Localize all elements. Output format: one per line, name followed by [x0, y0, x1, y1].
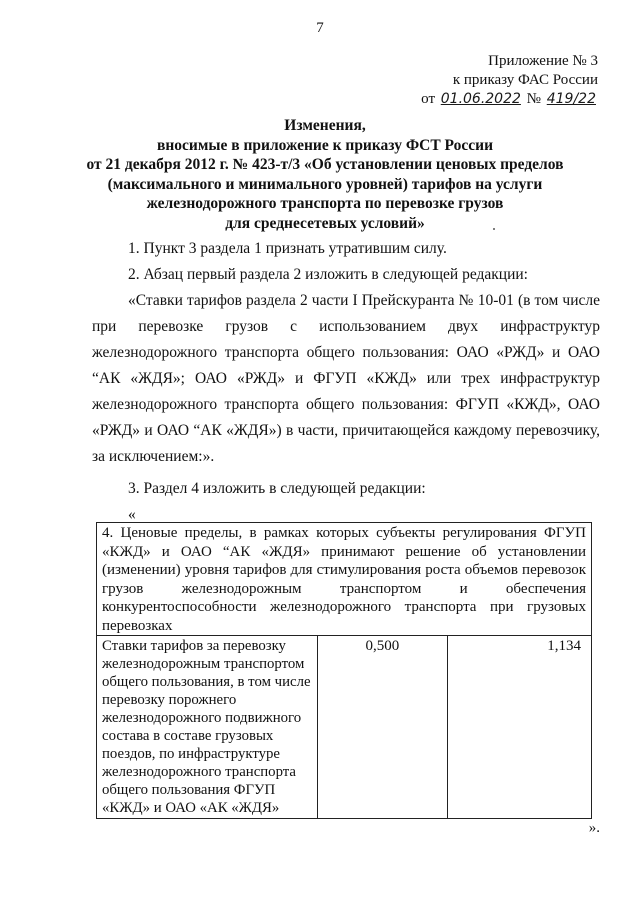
closing-quote: ».: [588, 820, 600, 836]
heading-line: (максимального и минимального уровней) тарифов на услуги: [107, 175, 543, 193]
appendix-block: [421, 52, 598, 109]
appendix-title: Приложение № 3: [488, 53, 598, 69]
appendix-order-reference: к приказу ФАС России: [452, 72, 598, 88]
document-heading: [60, 116, 590, 233]
number-prefix: №: [526, 91, 541, 107]
heading-line: от 21 декабря 2012 г. № 423-т/3 «Об установлении ценовых пределов: [86, 156, 564, 173]
scan-speck: [493, 228, 495, 230]
table-header-cell: 4. Ценовые пределы, в рамках которых субъекты регулирования ФГУП «КЖД» и ОАО “АК «ЖДЯ» принимают решение об установлении (изменении) уровня тарифов для стимулирования роста объемов перевозок грузов железнодорожным транспортом и обеспечения конкурентоспособности железнодорожного транспорта при грузовых перевозках: [97, 523, 592, 636]
min-value-cell: 0,500: [318, 636, 448, 819]
page-number: 7: [316, 20, 324, 36]
tariff-table-wrapper: [96, 522, 592, 819]
max-value-cell: 1,134: [447, 636, 591, 819]
item-3: 3. Раздел 4 изложить в следующей редакции:: [128, 480, 426, 497]
document-body: [92, 236, 600, 528]
table-header-row: [97, 523, 592, 636]
row-label-cell: Ставки тарифов за перевозку железнодорожным транспортом общего пользования, в том числе перевозку порожнего железнодорожного подвижного состава в составе грузовых поездов, по инфраструктуре железнодорожного транспорта общего пользования ФГУП «КЖД» и ОАО «АК «ЖДЯ»: [97, 636, 318, 819]
appendix-date-line: [421, 90, 598, 109]
opening-quote: «: [128, 506, 136, 523]
heading-line: для среднесетевых условий»: [225, 214, 425, 232]
heading-line: вносимые в приложение к приказу ФСТ России: [156, 136, 494, 154]
heading-line: железнодорожного транспорта по перевозке грузов: [146, 195, 504, 212]
table-row: [97, 636, 592, 819]
item-1: 1. Пункт 3 раздела 1 признать утратившим силу.: [128, 240, 447, 257]
tariff-table: [96, 522, 592, 819]
item-2: 2. Абзац первый раздела 2 изложить в следующей редакции:: [128, 266, 528, 283]
handwritten-date: 01.06.2022: [440, 91, 521, 107]
date-prefix: от: [421, 91, 435, 107]
quoted-paragraph: «Ставки тарифов раздела 2 части I Прейскуранта № 10-01 (в том числе при перевозке грузов с использованием двух инфраструктур железнодорожного транспорта общего пользования: ОАО «РЖД» и ОАО “АК «ЖДЯ»; ОАО «РЖД» и ФГУП «КЖД» или трех инфраструктур железнодорожного транспорта общего пользования: ФГУП «КЖД», ОАО «РЖД» и ОАО “АК «ЖДЯ») в части, причитающейся каждому перевозчику, за исключением:».: [92, 292, 600, 465]
handwritten-order-number: 419/22: [546, 91, 596, 107]
heading-line: Изменения,: [284, 117, 366, 134]
